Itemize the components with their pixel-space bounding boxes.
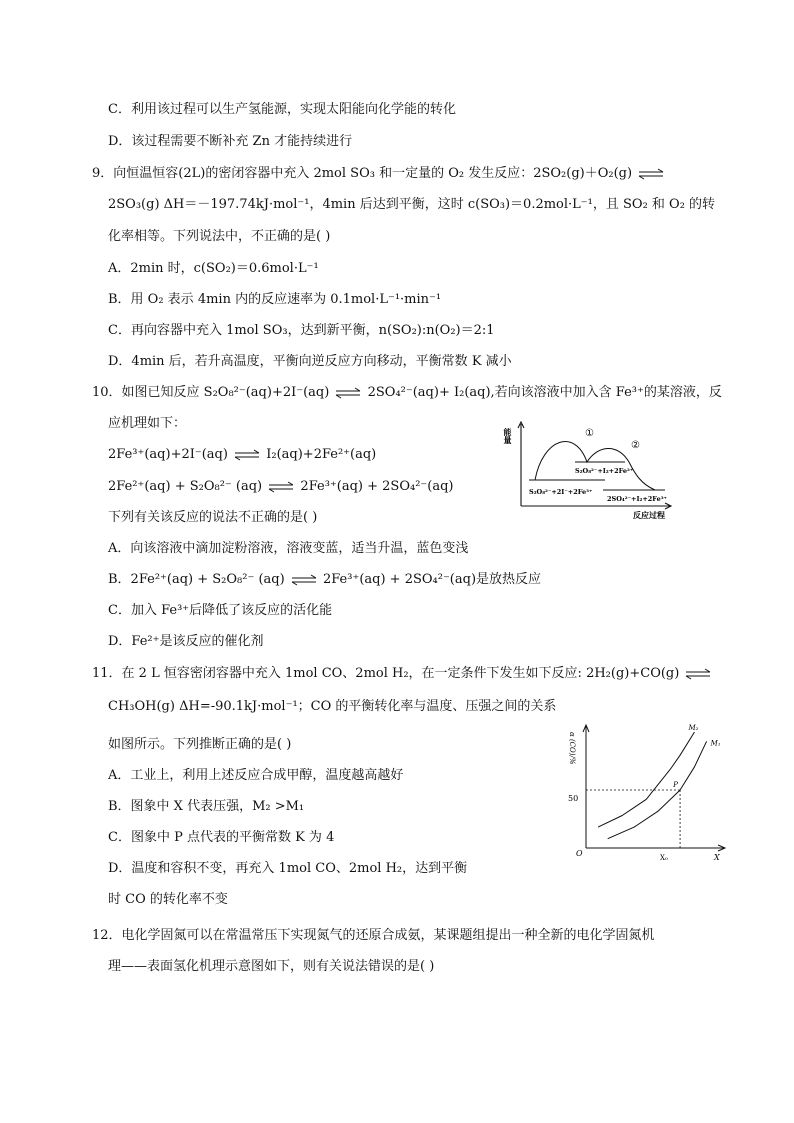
q11-option-d: D．温度和容积不变，再充入 1mol CO、2mol H₂，达到平衡 [108,861,468,876]
q11-option-b: B．图象中 X 代表压强，M₂ >M₁ [108,799,305,814]
step-one-marker: ① [585,428,594,439]
q11-stem-line2: CH₃OH(g) ΔH=-90.1kJ·mol⁻¹；CO 的平衡转化率与温度、压强之间的关系 [108,699,557,714]
step-two-marker: ② [631,440,640,451]
series-label-2: M₁ [710,739,721,748]
equilibrium-arrow-icon [291,575,317,585]
q10-option-c: C．加入 Fe³⁺后降低了该反应的活化能 [108,603,333,618]
origin-label: O [576,849,583,858]
x-tick-label: X₀ [660,854,668,862]
y-tick-label: 50 [568,794,579,803]
q9-option-a: A．2min 时，c(SO₂)＝0.6mol·L⁻¹ [108,261,319,276]
series-line-1 [598,732,694,827]
final-state-label: 2SO₄²⁻+I₂+2Fe³⁺ [607,495,667,503]
series-label-1: M₂ [688,724,699,732]
point-p-label: P [673,781,678,789]
q8-option-d: D．该过程需要不断补充 Zn 才能持续进行 [108,134,353,149]
progress-axis-label: 反应过程 [633,510,665,520]
q11-stem-line1: 11．在 2 L 恒容密闭容器中充入 1mol CO、2mol H₂，在一定条件下发生如下反应: 2H₂(g)+CO(g) [92,665,713,683]
equilibrium-arrow-icon [685,669,711,679]
q10-stem-line1: 10．如图已知反应 S₂O₈²⁻(aq)+2I⁻(aq) 2SO₄²⁻(aq)+ I₂(aq),若向该溶液中加入含 Fe³⁺的某溶液，反 [92,385,722,400]
q11-stem-line3: 如图所示。下列推断正确的是( ) [108,737,292,752]
x-axis-label: X [714,853,720,862]
q12-stem-line2: 理——表面氢化机理示意图如下，则有关说法错误的是( ) [108,959,435,974]
equilibrium-arrow-icon [638,169,664,179]
q9-option-c: C．再向容器中充入 1mol SO₃，达到新平衡，n(SO₂):n(O₂)＝2:1 [108,323,495,338]
q10-question: 下列有关该反应的说法不正确的是( ) [108,510,318,525]
q12-stem-line1: 12．电化学固氮可以在常温常压下实现氮气的还原合成氨，某课题组提出一种全新的电化学固氮机 [92,928,655,943]
equilibrium-arrow-icon [234,450,260,460]
q11-option-c: C．图象中 P 点代表的平衡常数 K 为 4 [108,830,335,845]
q9-stem-line1: 9．向恒温恒容(2L)的密闭容器中充入 2mol SO₃ 和一定量的 O₂ 发生反应：2SO₂(g)＋O₂(g) [92,165,666,183]
q8-option-c: C．利用该过程可以生产氢能源，实现太阳能向化学能的转化 [108,102,456,117]
co-conversion-chart [560,722,730,862]
q10-mechanism-step1: 2Fe³⁺(aq)+2I⁻(aq) I₂(aq)+2Fe²⁺(aq) [108,447,377,462]
q10-option-a: A．向该溶液中滴加淀粉溶液，溶液变蓝，适当升温，蓝色变浅 [108,541,469,556]
y-axis-label: α (CO)/% [568,732,576,765]
q10-option-d: D．Fe²⁺是该反应的催化剂 [108,634,264,649]
q11-option-a: A．工业上，利用上述反应合成甲醇，温度越高越好 [108,768,404,783]
equilibrium-arrow-icon [335,388,361,398]
q9-stem-line3: 化率相等。下列说法中，不正确的是( ) [108,229,331,244]
intermediate-state-label: S₂O₈²⁻+I₂+2Fe²⁺ [575,467,634,475]
energy-profile-diagram [505,418,675,523]
q10-mechanism-step2: 2Fe²⁺(aq) + S₂O₈²⁻ (aq) 2Fe³⁺(aq) + 2SO₄²⁻(aq) [108,479,454,494]
energy-axis-label: 能量 [503,428,513,444]
initial-state-label: S₂O₈²⁻+2I⁻+2Fe³⁺ [529,488,593,496]
q10-option-b: B．2Fe²⁺(aq) + S₂O₈²⁻ (aq) 2Fe³⁺(aq) + 2SO₄²⁻(aq)是放热反应 [108,572,542,587]
q9-option-b: B．用 O₂ 表示 4min 内的反应速率为 0.1mol·L⁻¹·min⁻¹ [108,292,442,307]
equilibrium-arrow-icon [268,482,294,492]
q11-option-d-cont: 时 CO 的转化率不变 [108,892,228,907]
q9-stem-line2: 2SO₃(g) ΔH＝－197.74kJ·mol⁻¹，4min 后达到平衡，这时 c(SO₃)＝0.2mol·L⁻¹，且 SO₂ 和 O₂ 的转 [108,197,716,212]
q9-option-d: D．4min 后，若升高温度，平衡向逆反应方向移动，平衡常数 K 减小 [108,354,512,369]
q10-stem-line2: 应机理如下： [108,416,187,431]
